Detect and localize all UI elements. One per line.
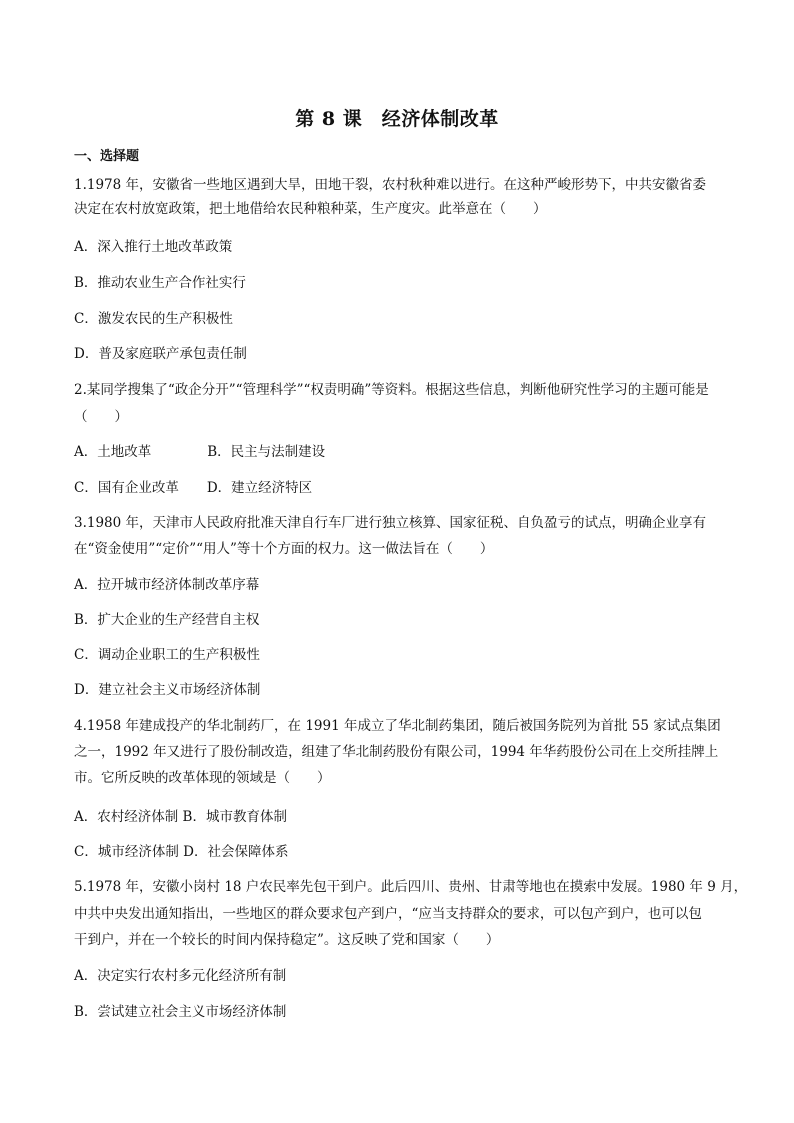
q5-stem-line1: 5.1978 年，安徽小岗村 18 户农民率先包干到户。此后四川、贵州、甘肃等地也在摸索中发展。1980 年 9 月， (74, 879, 748, 895)
q4-stem-line2: 之一，1992 年又进行了股份制改造，组建了华北制药股份有限公司，1994 年华药股份公司在上交所挂牌上 (74, 744, 719, 760)
q1-option-b: B．推动农业生产合作社实行 (74, 275, 246, 291)
q4-options-ab: A．农村经济体制 B．城市教育体制 (74, 809, 287, 825)
q1-option-d: D．普及家庭联产承包责任制 (74, 346, 247, 362)
section-heading: 一、选择题 (74, 149, 140, 164)
q2-option-a: A．土地改革 (74, 444, 152, 460)
q1-option-c: C．激发农民的生产积极性 (74, 311, 233, 327)
q1-option-a: A．深入推行土地改革政策 (74, 239, 233, 255)
page-title: 第 8 课 经济体制改革 (295, 108, 499, 130)
q1-stem-line2: 决定在农村放宽政策，把土地借给农民种粮种菜，生产度灾。此举意在（ ） (74, 201, 547, 217)
q4-stem-line1: 4.1958 年建成投产的华北制药厂，在 1991 年成立了华北制药集团，随后被国务院列为首批 55 家试点集团 (74, 718, 721, 734)
q5-option-a: A．决定实行农村多元化经济所有制 (74, 968, 287, 984)
q2-option-c: C．国有企业改革 (74, 480, 179, 496)
q5-stem-line2: 中共中央发出通知指出，一些地区的群众要求包产到户，“应当支持群众的要求，可以包产到户，也可以包 (74, 906, 702, 922)
q3-option-a: A．拉开城市经济体制改革序幕 (74, 577, 260, 593)
q3-option-c: C．调动企业职工的生产积极性 (74, 647, 260, 663)
q5-option-b: B．尝试建立社会主义市场经济体制 (74, 1004, 287, 1020)
q2-stem-line2: （ ） (74, 409, 128, 425)
q4-stem-line3: 市。它所反映的改革体现的领域是（ ） (74, 770, 331, 786)
q2-option-b: B．民主与法制建设 (207, 444, 326, 460)
q3-option-b: B．扩大企业的生产经营自主权 (74, 612, 260, 628)
q2-options-cd (74, 477, 312, 499)
q3-option-d: D．建立社会主义市场经济体制 (74, 682, 261, 698)
q2-option-d: D．建立经济特区 (206, 480, 313, 496)
q2-stem-line1: 2.某同学搜集了“政企分开”“管理科学”“权责明确”等资料。根据这些信息，判断他研究性学习的主题可能是 (74, 382, 709, 398)
q1-stem-line1: 1.1978 年，安徽省一些地区遇到大旱，田地干裂，农村秋种难以进行。在这种严峻形势下，中共安徽省委 (74, 177, 707, 193)
q5-stem-line3: 干到户，并在一个较长的时间内保持稳定”。这反映了党和国家（ ） (74, 932, 500, 948)
q4-options-cd: C．城市经济体制 D．社会保障体系 (74, 844, 289, 860)
q3-stem-line1: 3.1980 年，天津市人民政府批准天津自行车厂进行独立核算、国家征税、自负盈亏的试点，明确企业享有 (74, 515, 707, 531)
q2-options-ab (74, 441, 325, 463)
q3-stem-line2: 在“资金使用”“定价”“用人”等十个方面的权力。这一做法旨在（ ） (74, 541, 494, 557)
